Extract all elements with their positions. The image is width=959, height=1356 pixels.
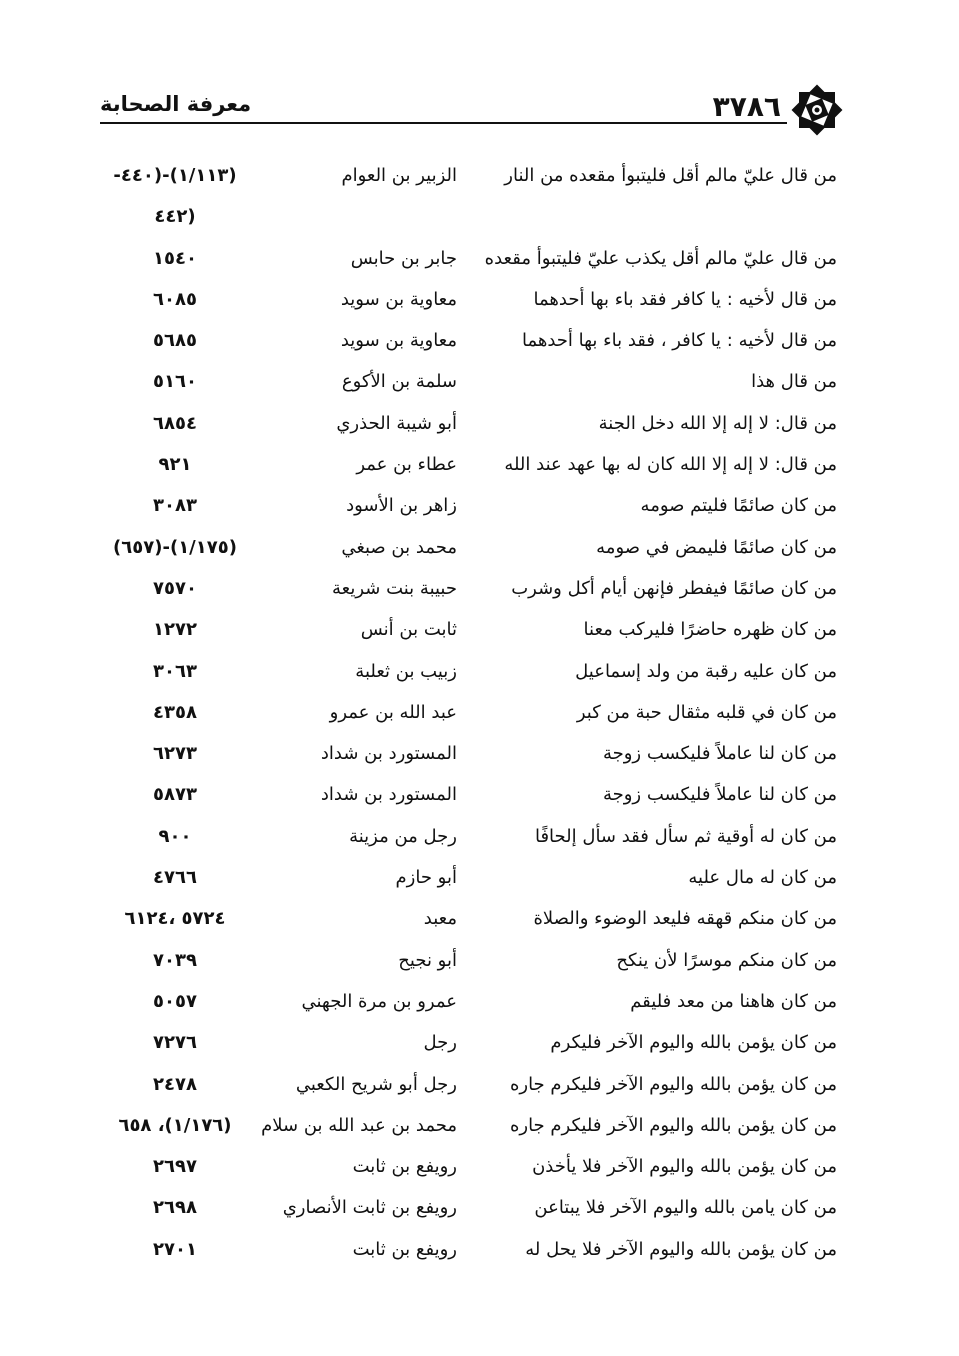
hadith-text: من قال لأخيه : يا كافر فقد باء بها أحدهما	[533, 288, 837, 310]
reference-number: ٥٨٧٣	[153, 784, 197, 806]
book-title: معرفة الصحابة	[100, 92, 252, 116]
reference-number: ٧٢٧٦	[153, 1032, 197, 1054]
hadith-text: من كان يؤمن بالله واليوم الآخر فليكرم	[550, 1032, 837, 1054]
hadith-text: من قال عليّ مالم أقل فليتبوأ مقعده من النار	[504, 165, 837, 186]
narrator-name: محمد بن صبغي	[341, 536, 457, 558]
page-number: ٣٧٨٦	[712, 90, 781, 123]
index-row	[95, 776, 845, 817]
index-row	[95, 405, 845, 446]
narrator-name: عمرو بن مرة الجهني	[301, 990, 457, 1012]
reference-number: ٥٧٢٤ ،٦١٢٤	[124, 908, 226, 930]
hadith-text: من كان يؤمن بالله واليوم الآخر فليكرم جاره	[509, 1073, 837, 1095]
index-row	[95, 570, 845, 611]
narrator-name: المستورد بن شداد	[320, 743, 457, 765]
narrator-name: جابر بن حابس	[350, 247, 457, 269]
reference-number: ٥٦٨٥	[153, 330, 197, 352]
reference-number: ٥٠٥٧	[153, 990, 197, 1012]
narrator-name: أبو نجيح	[398, 949, 457, 971]
hadith-text: من كان له أوقية ثم سأل فقد سأل إلحافًا	[534, 825, 837, 847]
reference-number: ٦٨٥٤	[153, 412, 197, 434]
reference-number: ٢٦٩٧	[153, 1156, 197, 1178]
narrator-name: رويفع بن ثابت الأنصاري	[282, 1197, 457, 1219]
hadith-text: من كان عليه رقبة من ولد إسماعيل	[575, 660, 837, 682]
index-row	[95, 1231, 845, 1272]
hadith-text: من كان منكم موسرًا لأن ينكح	[616, 949, 837, 971]
reference-number: ٢٤٧٨	[153, 1073, 197, 1095]
index-row	[95, 900, 845, 941]
hadith-index-list	[95, 157, 845, 1272]
reference-number: ٢٦٩٨	[153, 1197, 197, 1219]
hadith-text: من كان منكم قهقه فليعد الوضوء والصلاة	[533, 908, 837, 930]
hadith-text: من قال عليّ مالم أقل يكذب عليّ فليتبوأ مقعده	[484, 247, 837, 269]
index-row	[95, 1148, 845, 1189]
islamic-star-ornament-icon	[789, 82, 845, 138]
hadith-text: من كان يؤمن بالله واليوم الآخر فلا يأخذن	[532, 1156, 837, 1178]
hadith-text: من كان ظهره حاضرًا فليركب معنا	[583, 619, 837, 641]
index-row	[95, 942, 845, 983]
reference-number: ٧٠٣٩	[153, 949, 197, 971]
reference-number: (١/١١٣)-(٤٤٠-	[113, 165, 237, 186]
narrator-name: رويفع بن ثابت	[352, 1156, 457, 1178]
narrator-name: أبو حازم	[395, 867, 457, 889]
reference-number: ٤٣٥٨	[153, 701, 197, 723]
reference-number: ٣٠٦٣	[153, 660, 197, 682]
hadith-text: من كان هاهنا من معد فليقم	[630, 990, 837, 1012]
reference-number: ٦٢٧٣	[153, 743, 197, 765]
index-row	[95, 363, 845, 404]
narrator-name: سلمة بن الأكوع	[341, 371, 457, 393]
narrator-name: معاوية بن سويد	[340, 288, 457, 310]
page-header	[100, 82, 845, 142]
hadith-text: من كان صائمًا فليتم صومه	[640, 495, 837, 517]
reference-number: ٤٧٦٦	[153, 867, 197, 889]
hadith-text: من كان له مال عليه	[688, 867, 837, 889]
hadith-text: من كان لنا عاملاً فليكسب زوجة	[602, 743, 837, 765]
index-row	[95, 653, 845, 694]
index-row	[95, 281, 845, 322]
narrator-name: حبيبة بنت شريعة	[332, 577, 457, 599]
reference-number: ٩٢١	[158, 454, 192, 476]
hadith-text: من كان يؤمن بالله واليوم الآخر فليكرم جاره	[509, 1114, 837, 1136]
narrator-name: رويفع بن ثابت	[352, 1238, 457, 1260]
index-row	[95, 735, 845, 776]
hadith-text: من كان في قلبه مثقال حبة من كبر	[576, 701, 837, 723]
reference-number: ٥١٦٠	[153, 371, 197, 393]
index-row	[95, 446, 845, 487]
index-row	[95, 487, 845, 528]
reference-number: ٧٥٧٠	[153, 577, 197, 599]
hadith-text: من كان يؤمن بالله واليوم الآخر فلا يحل له	[525, 1238, 837, 1260]
reference-number: (١/١٧٥)-(٦٥٧)	[113, 536, 237, 558]
narrator-name: محمد بن عبد الله بن سلام	[261, 1114, 457, 1136]
hadith-text: من قال: لا إله إلا الله دخل الجنة	[598, 412, 837, 434]
narrator-name: رجل أبو شريح الكعبي	[295, 1073, 457, 1095]
hadith-text: من قال: لا إله إلا الله كان له بها عهد عند الله	[504, 454, 837, 476]
narrator-name: زاهر بن الأسود	[346, 495, 457, 517]
reference-number: ٩٠٠	[158, 825, 192, 847]
reference-number: (١/١٧٦)، ٦٥٨	[118, 1114, 232, 1136]
index-row	[95, 240, 845, 281]
narrator-name: معاوية بن سويد	[340, 330, 457, 352]
index-row	[95, 818, 845, 859]
index-row	[95, 611, 845, 652]
narrator-name: الزبير بن العوام	[341, 165, 457, 186]
hadith-text: من كان صائمًا فيفطر فإنهن أيام أكل وشرب	[511, 577, 837, 599]
index-row	[95, 694, 845, 735]
header-divider	[100, 122, 787, 124]
hadith-text: من قال لأخيه : يا كافر ، فقد باء بها أحدهما	[521, 330, 837, 352]
index-row	[95, 1107, 845, 1148]
index-row	[95, 1066, 845, 1107]
reference-number: ٦٠٨٥	[153, 288, 197, 310]
narrator-name: عبد الله بن عمرو	[329, 701, 457, 723]
hadith-text: من كان صائمًا فليمض في صومه	[596, 536, 837, 558]
narrator-name: زبيب بن ثعلبة	[355, 660, 457, 682]
narrator-name: المستورد بن شداد	[320, 784, 457, 806]
narrator-name: رجل	[423, 1032, 457, 1054]
reference-number: ١٥٤٠	[153, 247, 197, 269]
narrator-name: معبد	[423, 908, 457, 930]
index-row	[95, 859, 845, 900]
hadith-text: من كان يامن بالله واليوم الآخر فلا يبتاعن	[534, 1197, 837, 1219]
index-row	[95, 198, 845, 239]
narrator-name: أبو شيبة الحذري	[336, 412, 457, 434]
narrator-name: ثابت بن أنس	[360, 619, 457, 641]
narrator-name: عطاء بن عمر	[356, 454, 457, 476]
index-row	[95, 1024, 845, 1065]
reference-number: ٢٧٠١	[153, 1238, 197, 1260]
reference-number: (٤٤٢	[154, 206, 196, 228]
index-row	[95, 983, 845, 1024]
narrator-name: رجل من مزينة	[349, 825, 457, 847]
index-row	[95, 1189, 845, 1230]
index-row	[95, 157, 845, 198]
reference-number: ١٢٧٢	[153, 619, 197, 641]
hadith-text: من كان لنا عاملاً فليكسب زوجة	[602, 784, 837, 806]
index-row	[95, 529, 845, 570]
hadith-text: من قال هذا	[751, 371, 837, 393]
index-row	[95, 322, 845, 363]
reference-number: ٣٠٨٣	[153, 495, 197, 517]
